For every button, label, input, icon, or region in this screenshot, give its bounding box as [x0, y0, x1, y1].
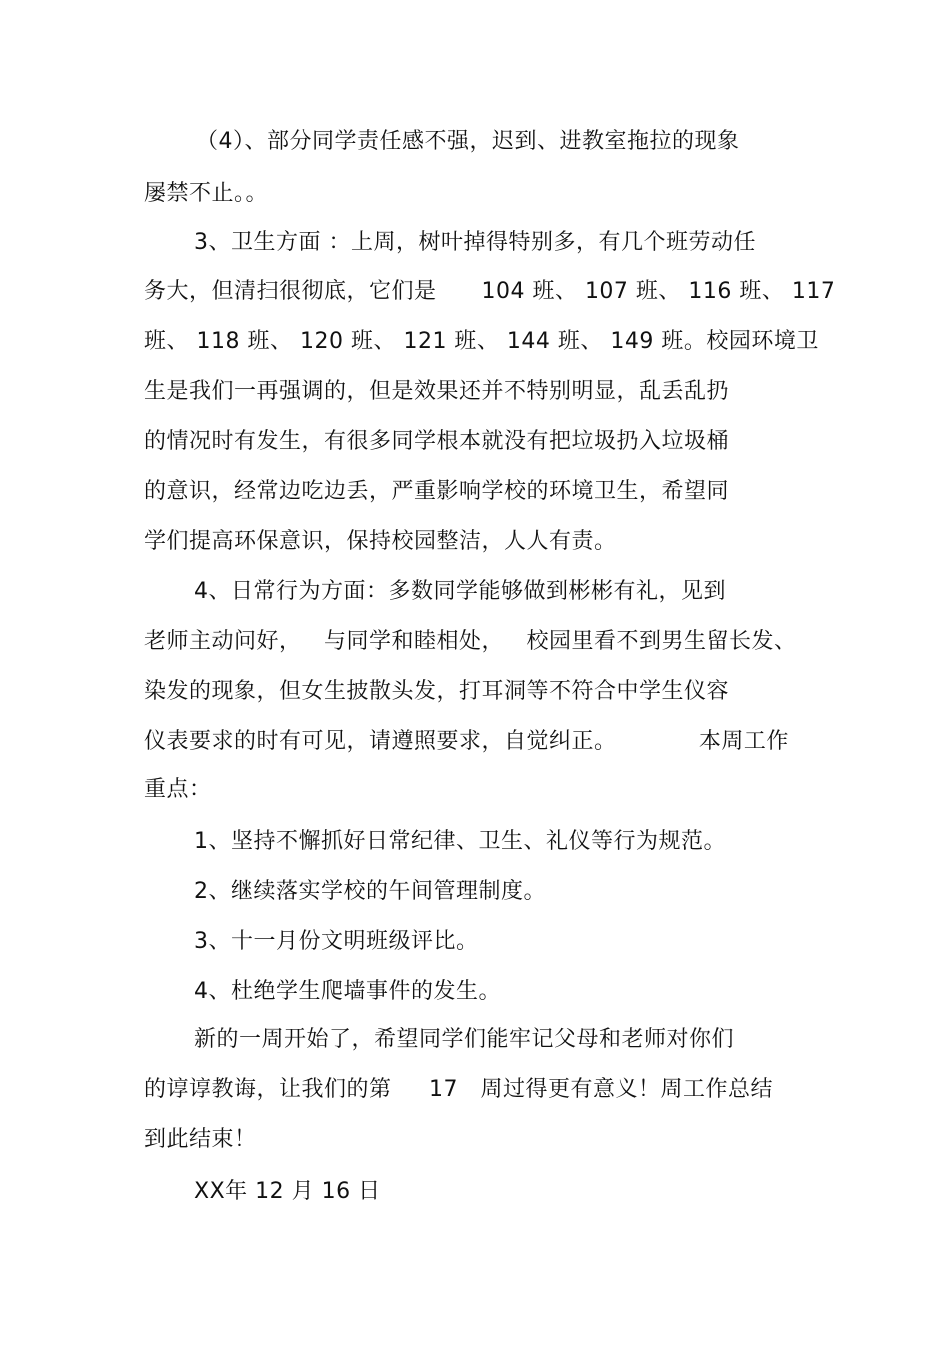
text-line: 重点：	[144, 777, 212, 802]
text-line: 的意识，经常边吃边丢，严重影响学校的环境卫生，希望同	[144, 479, 730, 504]
text-line: 3、卫生方面 ：上周，树叶掉得特别多，有几个班劳动任	[194, 230, 756, 255]
text-line: 老师主动问好， 与同学和睦相处， 校园里看不到男生留长发、	[144, 629, 797, 654]
text-line: 务大，但清扫很彻底，它们是 104 班、 107 班、 116 班、 117	[144, 279, 836, 304]
text-line: 屡禁不止。。	[144, 181, 269, 206]
text-line: 4、杜绝学生爬墙事件的发生。	[194, 979, 501, 1004]
text-line: 的情况时有发生，有很多同学根本就没有把垃圾扔入垃圾桶	[144, 429, 730, 454]
text-line: 班、 118 班、 120 班、 121 班、 144 班、 149 班。校园环境卫	[144, 329, 819, 354]
text-line: 2、继续落实学校的午间管理制度。	[194, 879, 546, 904]
text-line: 3、十一月份文明班级评比。	[194, 929, 479, 954]
text-line: 1、坚持不懈抓好日常纪律、卫生、礼仪等行为规范。	[194, 829, 726, 854]
text-line: 到此结束！	[144, 1127, 257, 1152]
text-line: 的谆谆教诲，让我们的第 17 周过得更有意义！周工作总结	[144, 1077, 773, 1102]
text-line: 新的一周开始了，希望同学们能牢记父母和老师对你们	[194, 1027, 735, 1052]
text-line: 仪表要求的时有可见，请遵照要求，自觉纠正。 本周工作	[144, 729, 789, 754]
text-line: 学们提高环保意识，保持校园整洁，人人有责。	[144, 529, 617, 554]
date-line: XX年 12 月 16 日	[194, 1179, 381, 1204]
text-line: 4、日常行为方面：多数同学能够做到彬彬有礼，见到	[194, 579, 726, 604]
text-line: （4）、部分同学责任感不强，迟到、进教室拖拉的现象	[196, 129, 740, 154]
text-line: 生是我们一再强调的，但是效果还并不特别明显，乱丢乱扔	[144, 379, 730, 404]
text-line: 染发的现象，但女生披散头发，打耳洞等不符合中学生仪容	[144, 679, 730, 704]
